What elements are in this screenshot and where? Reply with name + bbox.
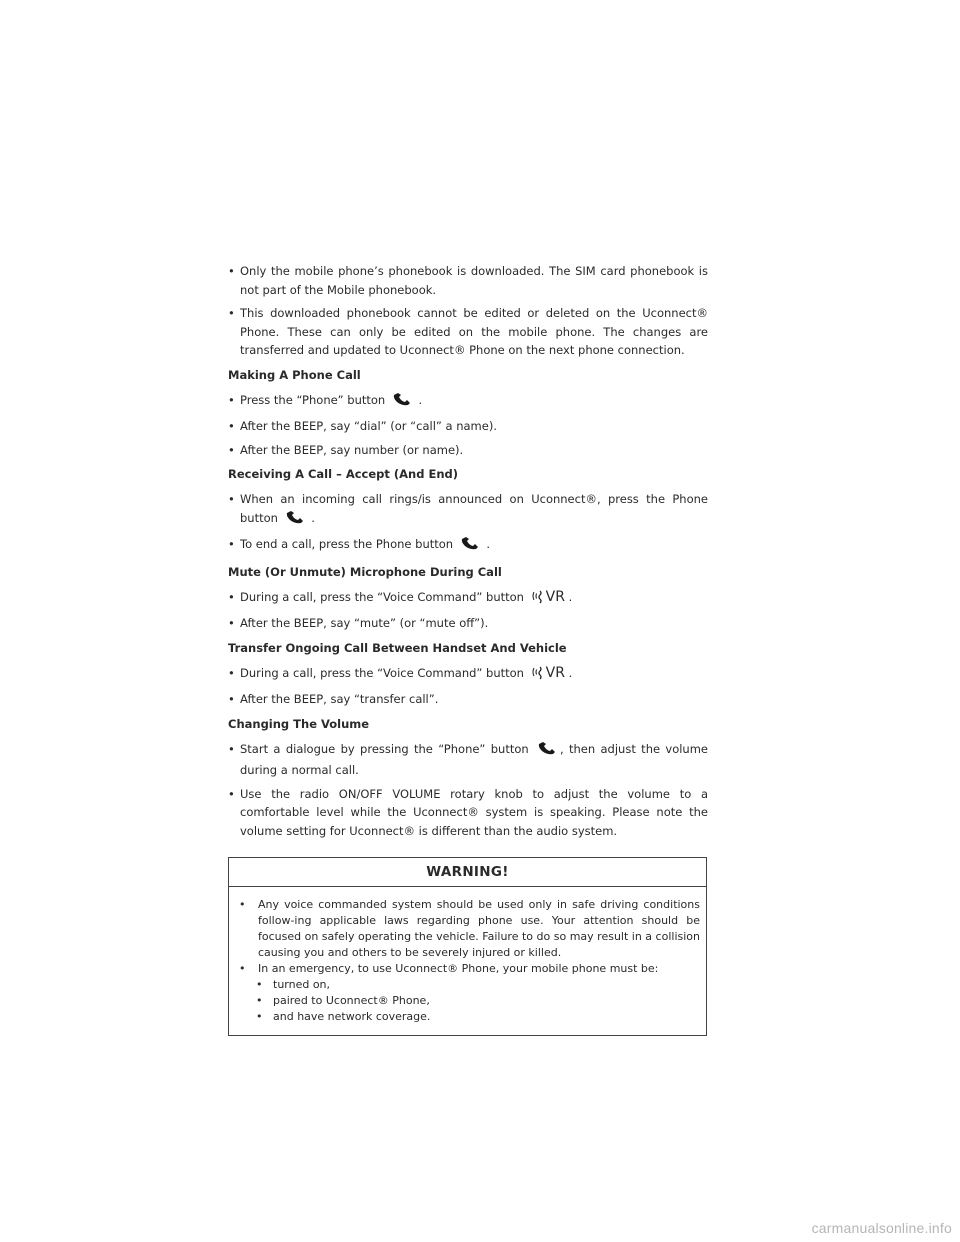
warning-subitem: • and have network coverage.	[229, 1009, 700, 1025]
section-heading: Changing The Volume	[228, 716, 370, 731]
section-heading: Mute (Or Unmute) Microphone During Call	[228, 564, 502, 579]
bullet-text: .	[568, 665, 573, 680]
bullet-text: After the BEEP, say number (or name).	[240, 442, 464, 457]
phone-icon	[537, 742, 557, 762]
watermark-link[interactable]: carmanualsonline.info	[811, 1220, 952, 1236]
bullet-text: During a call, press the “Voice Command” button	[240, 665, 524, 680]
bullet-text: Press the “Phone” button	[240, 392, 386, 407]
warning-subitem: • paired to Uconnect® Phone,	[229, 993, 700, 1009]
bullet-text: Only the mobile phone’s phonebook is downloaded. The SIM card phonebook is not part of the Mobile phonebook.	[240, 264, 708, 297]
warning-item: • Any voice commanded system should be used only in safe driving conditions follow-ing applicable laws regarding phone use. Your attention should be focused on safely operating the vehicle. Failure to do so may result in a collision causing you and others to be severely injured or killed.	[229, 897, 700, 961]
bullet-text: .	[568, 589, 573, 604]
list-item	[228, 614, 708, 633]
vr-label: VR	[545, 588, 565, 605]
list-item	[228, 785, 708, 841]
bullet-text: After the BEEP, say “mute” (or “mute off”).	[240, 616, 489, 630]
list-item	[228, 588, 708, 610]
list-item	[228, 690, 708, 709]
manual-page	[228, 262, 708, 1036]
warning-subitem: • turned on,	[229, 977, 700, 993]
section-heading: Transfer Ongoing Call Between Handset And Vehicle	[228, 640, 567, 655]
phone-icon	[460, 537, 480, 557]
warning-title: WARNING!	[229, 858, 706, 887]
bullet-text: , then adjust the volume during a normal call.	[240, 741, 708, 777]
list-item	[228, 535, 708, 557]
section-heading: Receiving A Call – Accept (And End)	[228, 467, 458, 481]
bullet-text: .	[418, 392, 423, 407]
voice-command-icon	[531, 665, 543, 686]
list-item	[228, 740, 708, 780]
bullet-text: After the BEEP, say “transfer call”.	[240, 692, 439, 706]
vr-label: VR	[545, 664, 565, 681]
bullet-text: Use the radio ON/OFF VOLUME rotary knob to adjust the volume to a comfortable level while the Uconnect® system is speaking. Please note the volume setting for Uconnect® is different than the audio system.	[240, 786, 708, 838]
bullet-text: Start a dialogue by pressing the “Phone” button	[240, 741, 529, 756]
bullet-text: .	[486, 537, 491, 551]
list-item	[228, 490, 708, 530]
list-item	[228, 664, 708, 686]
list-item	[228, 417, 708, 436]
bullet-text: To end a call, press the Phone button	[240, 537, 454, 551]
section-heading: Making A Phone Call	[228, 367, 361, 382]
warning-box	[228, 857, 707, 1036]
list-item	[228, 441, 708, 460]
list-item	[228, 304, 708, 360]
bullet-text: This downloaded phonebook cannot be edited or deleted on the Uconnect® Phone. These can only be edited on the mobile phone. The changes are transferred and updated to Uconnect® Phone on the next phone connection.	[240, 306, 708, 357]
warning-item: • In an emergency, to use Uconnect® Phone, your mobile phone must be:	[229, 961, 700, 977]
phone-icon	[285, 511, 305, 531]
voice-command-icon	[531, 589, 543, 610]
bullet-text: During a call, press the “Voice Command” button	[240, 589, 524, 604]
list-item	[228, 391, 708, 413]
warning-body	[229, 887, 706, 1035]
list-item	[228, 262, 708, 299]
phone-icon	[392, 393, 412, 413]
bullet-text: .	[311, 510, 315, 525]
bullet-text: After the BEEP, say “dial” (or “call” a name).	[240, 419, 497, 433]
bullet-text: When an incoming call rings/is announced on Uconnect®, press the Phone button	[240, 492, 708, 525]
